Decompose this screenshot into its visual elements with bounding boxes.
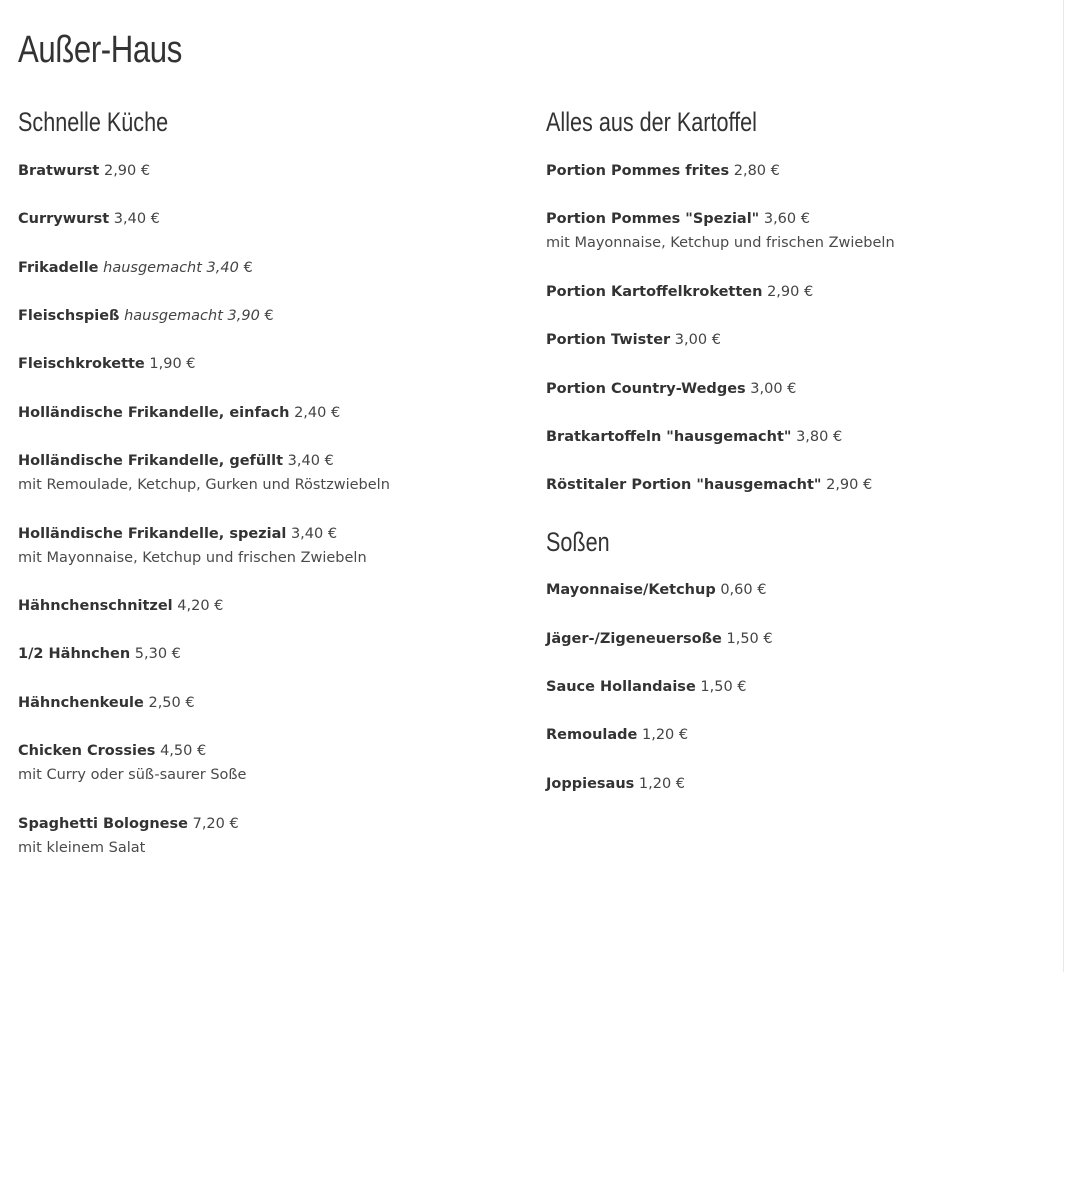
menu-item-twister xyxy=(546,328,721,352)
menu-item-joppiesaus xyxy=(546,772,685,796)
item-name: Joppiesaus xyxy=(546,776,635,792)
item-name: Sauce Hollandaise xyxy=(546,679,696,695)
menu-item-frikandelle-spezial xyxy=(18,522,367,570)
item-description: mit Remoulade, Ketchup, Gurken und Röstzwiebeln xyxy=(18,477,390,493)
item-price: 1,20 € xyxy=(638,776,686,792)
item-price: 2,90 € xyxy=(767,284,814,300)
item-price: 5,30 € xyxy=(134,646,181,662)
menu-item-frikandelle-gefuellt xyxy=(18,449,390,497)
menu-item-haehnchenkeule xyxy=(18,691,195,715)
menu-item-pommes-spezial xyxy=(546,207,895,255)
menu-item-currywurst xyxy=(18,207,160,231)
item-price: 1,20 € xyxy=(641,727,689,743)
item-price: 2,40 € xyxy=(294,405,341,421)
item-name: Chicken Crossies xyxy=(18,743,156,759)
menu-item-halbes-haehnchen xyxy=(18,642,181,666)
item-name: Spaghetti Bolognese xyxy=(18,816,188,832)
menu-item-remoulade xyxy=(546,723,688,747)
item-name: Hähnchenschnitzel xyxy=(18,598,173,614)
menu-item-bratwurst xyxy=(18,159,150,183)
item-price: 3,00 € xyxy=(674,332,721,348)
item-price: 3,40 € xyxy=(287,453,334,469)
item-price: 2,80 € xyxy=(733,163,780,179)
menu-item-bratkartoffeln xyxy=(546,425,842,449)
item-price: 3,80 € xyxy=(796,429,843,445)
item-price: 1,90 € xyxy=(149,356,196,372)
item-name: 1/2 Hähnchen xyxy=(18,646,131,662)
page-edge-divider xyxy=(1063,0,1064,972)
item-price: 3,40 € xyxy=(113,211,160,227)
item-description: mit Mayonnaise, Ketchup und frischen Zwiebeln xyxy=(18,550,367,566)
item-price: 4,20 € xyxy=(177,598,224,614)
item-name: Fleischspieß xyxy=(18,308,120,324)
item-name: Fleischkrokette xyxy=(18,356,145,372)
item-name: Jäger-/Zigeneuersoße xyxy=(546,631,722,647)
menu-item-mayonnaise-ketchup xyxy=(546,578,766,602)
page-title: Außer-Haus xyxy=(18,29,182,71)
item-price: 7,20 € xyxy=(192,816,239,832)
menu-item-jaegersosse xyxy=(546,627,773,651)
section-title-sossen: Soßen xyxy=(546,527,610,557)
menu-item-country-wedges xyxy=(546,377,796,401)
item-price: 2,90 € xyxy=(826,477,873,493)
item-name: Holländische Frikandelle, spezial xyxy=(18,526,287,542)
item-price: 3,00 € xyxy=(750,381,797,397)
item-name: Frikadelle xyxy=(18,260,99,276)
item-name: Portion Twister xyxy=(546,332,671,348)
item-name: Mayonnaise/Ketchup xyxy=(546,582,716,598)
item-name: Portion Pommes frites xyxy=(546,163,730,179)
menu-item-roestitaler xyxy=(546,473,872,497)
item-description: mit Mayonnaise, Ketchup und frischen Zwiebeln xyxy=(546,235,895,251)
menu-item-kartoffelkroketten xyxy=(546,280,813,304)
item-description: mit Curry oder süß-saurer Soße xyxy=(18,767,247,783)
menu-item-chicken-crossies xyxy=(18,739,246,787)
menu-item-pommes-frites xyxy=(546,159,780,183)
menu-item-frikadelle xyxy=(18,256,253,280)
item-note: hausgemacht 3,90 xyxy=(124,308,260,324)
item-price: 4,50 € xyxy=(160,743,207,759)
menu-item-sauce-hollandaise xyxy=(546,675,747,699)
item-price: 1,50 € xyxy=(700,679,747,695)
item-price: € xyxy=(243,260,253,276)
item-name: Röstitaler Portion "hausgemacht" xyxy=(546,477,822,493)
item-price: 1,50 € xyxy=(726,631,773,647)
item-name: Hähnchenkeule xyxy=(18,695,144,711)
menu-item-haehnchenschnitzel xyxy=(18,594,223,618)
item-name: Portion Pommes "Spezial" xyxy=(546,211,760,227)
menu-item-fleischkrokette xyxy=(18,352,196,376)
item-name: Portion Country-Wedges xyxy=(546,381,746,397)
menu-item-fleischspiess xyxy=(18,304,274,328)
item-name: Currywurst xyxy=(18,211,110,227)
item-name: Bratwurst xyxy=(18,163,100,179)
item-name: Remoulade xyxy=(546,727,638,743)
item-note: hausgemacht 3,40 xyxy=(103,260,239,276)
item-price: € xyxy=(264,308,274,324)
item-price: 3,60 € xyxy=(763,211,810,227)
menu-item-spaghetti-bolognese xyxy=(18,812,239,860)
menu-item-frikandelle-einfach xyxy=(18,401,340,425)
item-name: Bratkartoffeln "hausgemacht" xyxy=(546,429,792,445)
section-title-kartoffel: Alles aus der Kartoffel xyxy=(546,107,757,137)
item-price: 3,40 € xyxy=(290,526,338,542)
item-price: 2,90 € xyxy=(103,163,151,179)
item-price: 0,60 € xyxy=(720,582,767,598)
item-description: mit kleinem Salat xyxy=(18,840,146,856)
item-price: 2,50 € xyxy=(148,695,195,711)
item-name: Holländische Frikandelle, gefüllt xyxy=(18,453,284,469)
section-title-schnelle-kueche: Schnelle Küche xyxy=(18,107,169,137)
item-name: Holländische Frikandelle, einfach xyxy=(18,405,290,421)
item-name: Portion Kartoffelkroketten xyxy=(546,284,763,300)
